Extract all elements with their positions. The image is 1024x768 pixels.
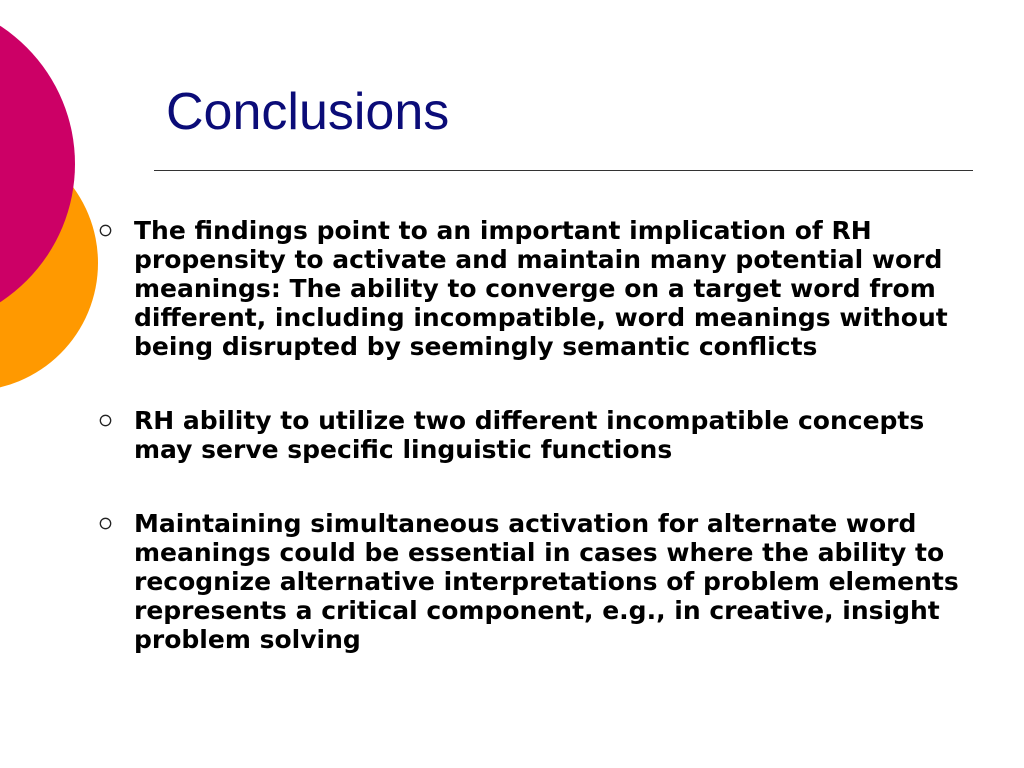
list-item [96,214,976,361]
bullet-text: RH ability to utilize two different incompatible concepts may serve specific linguistic functions [134,406,925,464]
bullet-text: Maintaining simultaneous activation for alternate word meanings could be essential in cases where the ability to recognize alternative interpretations of problem elements represents a critical component, e.g., in creative, insight problem solving [134,509,959,654]
hollow-circle-icon [96,214,134,247]
title-divider [154,170,973,171]
list-item [96,507,976,654]
decorative-circles [0,0,110,410]
list-item [96,404,976,464]
bullet-list [96,214,976,697]
hollow-circle-icon [96,507,134,540]
bullet-text: The findings point to an important implication of RH propensity to activate and maintain many potential word meanings: The ability to converge on a target word from different, including incompatible, word meanings without being disrupted by seemingly semantic conflicts [134,216,948,361]
hollow-circle-icon [96,404,134,437]
slide-title: Conclusions [166,83,450,141]
